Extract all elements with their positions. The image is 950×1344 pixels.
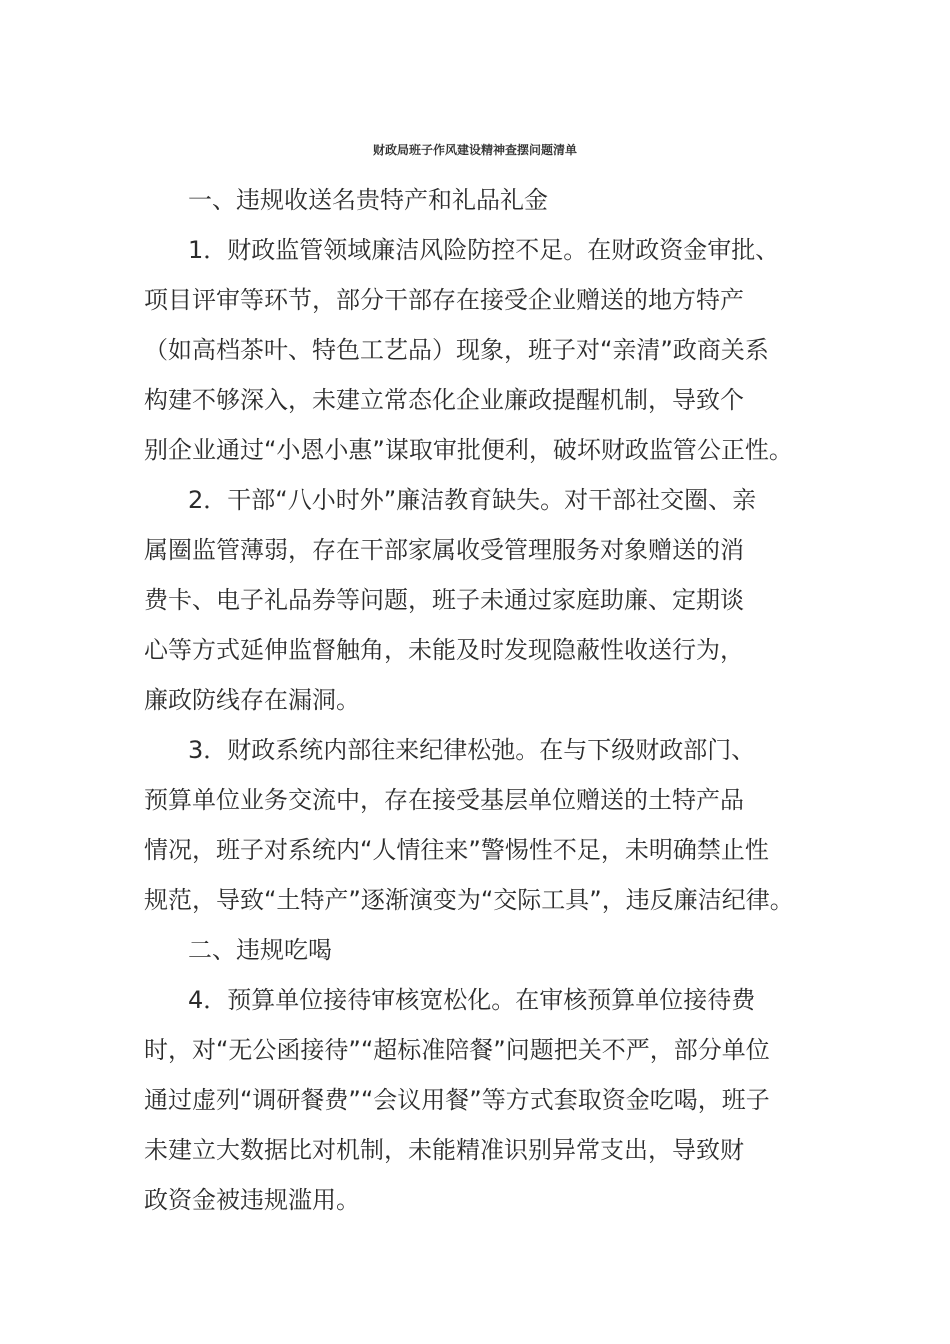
section-heading-1: 一、违规收送名贵特产和礼品礼金 (188, 186, 548, 214)
paragraph-line: （如高档茶叶、特色工艺品）现象，班子对“亲清”政商关系 (144, 336, 769, 364)
paragraph-line: 时，对“无公函接待”“超标准陪餐”问题把关不严，部分单位 (144, 1036, 770, 1064)
paragraph-line: 心等方式延伸监督触角，未能及时发现隐蔽性收送行为， (144, 636, 744, 664)
paragraph-line: 规范，导致“土特产”逐渐演变为“交际工具”，违反廉洁纪律。 (144, 886, 794, 914)
paragraph-line: 2．干部“八小时外”廉洁教育缺失。对干部社交圈、亲 (188, 486, 757, 514)
paragraph-line: 情况，班子对系统内“人情往来”警惕性不足，未明确禁止性 (144, 836, 769, 864)
paragraph-line: 属圈监管薄弱，存在干部家属收受管理服务对象赠送的消 (144, 536, 744, 564)
paragraph-line: 构建不够深入，未建立常态化企业廉政提醒机制，导致个 (144, 386, 744, 414)
paragraph-line: 3．财政系统内部往来纪律松弛。在与下级财政部门、 (188, 736, 756, 764)
paragraph-line: 政资金被违规滥用。 (144, 1186, 360, 1214)
paragraph-line: 项目评审等环节，部分干部存在接受企业赠送的地方特产 (144, 286, 744, 314)
section-heading-2: 二、违规吃喝 (188, 936, 332, 964)
paragraph-line: 1．财政监管领域廉洁风险防控不足。在财政资金审批、 (188, 236, 780, 264)
paragraph-line: 别企业通过“小恩小惠”谋取审批便利，破坏财政监管公正性。 (144, 436, 793, 464)
paragraph-line: 未建立大数据比对机制，未能精准识别异常支出，导致财 (144, 1136, 744, 1164)
document-title: 财政局班子作风建设精神查摆问题清单 (372, 143, 577, 157)
paragraph-line: 4．预算单位接待审核宽松化。在审核预算单位接待费 (188, 986, 756, 1014)
paragraph-line: 廉政防线存在漏洞。 (144, 686, 360, 714)
paragraph-line: 费卡、电子礼品券等问题，班子未通过家庭助廉、定期谈 (144, 586, 744, 614)
paragraph-line: 通过虚列“调研餐费”“会议用餐”等方式套取资金吃喝，班子 (144, 1086, 770, 1114)
paragraph-line: 预算单位业务交流中，存在接受基层单位赠送的土特产品 (144, 786, 744, 814)
